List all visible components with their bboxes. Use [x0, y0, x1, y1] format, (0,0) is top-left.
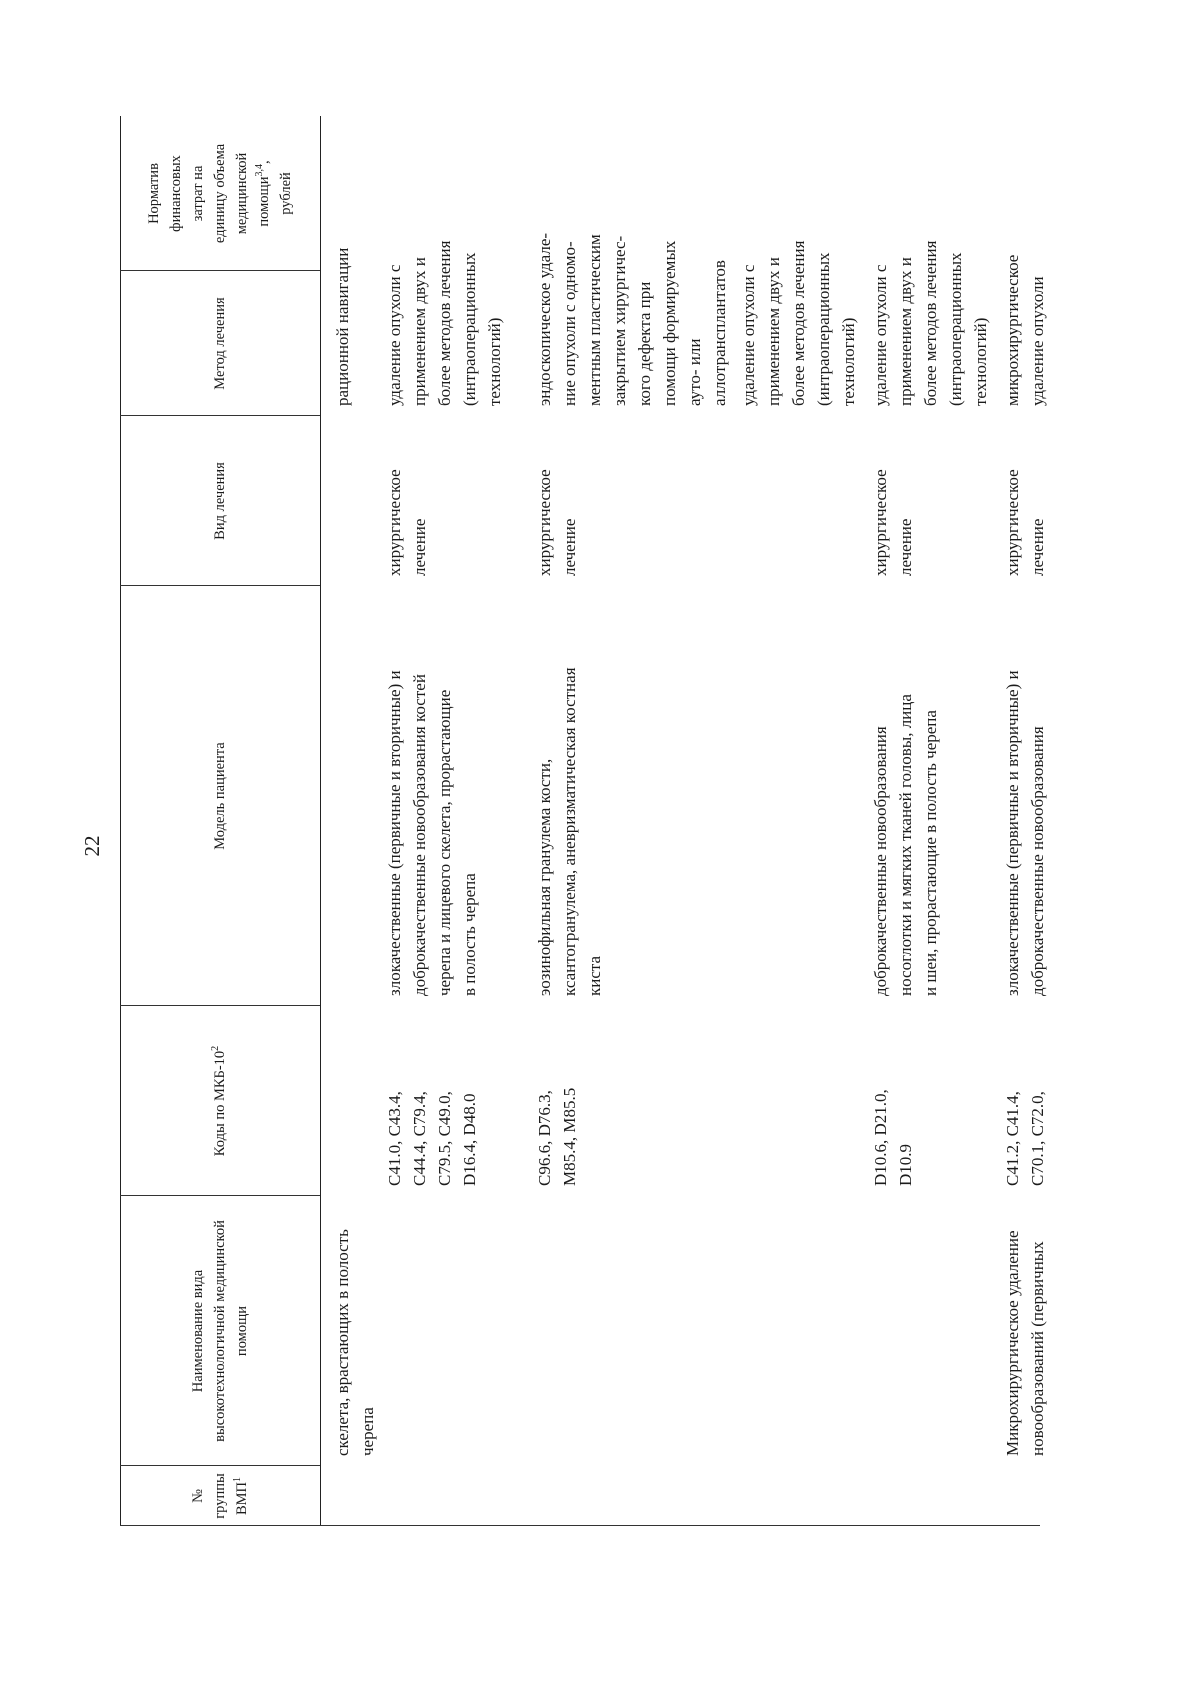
row2-method-2: удаление опухоли с применением двух и более методов лечения (интраоперационных технологий)	[739, 240, 858, 406]
header-treatment-type: Вид лечения	[212, 462, 228, 540]
row2-model: эозинофильная гранулема кости, ксантогранулема, аневризматическая костная киста	[535, 667, 604, 996]
row1-type: хирургическое лечение	[385, 469, 429, 576]
header-cost-norm: Норматив финансовых затрат на единицу объема медицинской помощи$^{3,4}$, рублей	[146, 143, 294, 244]
header-mkb-codes: Коды по МКБ-$10^2$	[210, 1045, 228, 1157]
row3-model: доброкачественные новообразования носоглотки и мягких тканей головы, лица и шеи, прорастающие в полость черепа	[871, 694, 940, 996]
row1-method: удаление опухоли с применением двух и более методов лечения (интраоперационных технологий)	[385, 240, 504, 406]
header-patient-model: Модель пациента	[212, 742, 228, 850]
row3-method: удаление опухоли с применением двух и более методов лечения (интраоперационных технологий)	[871, 240, 990, 406]
header-group-no: № группы ВМП$^1$	[190, 1473, 250, 1519]
continued-vmp-name: скелета, врастающих в полость черепа	[333, 1229, 377, 1456]
header-treatment-method: Метод лечения	[212, 297, 228, 390]
row1-codes: C41.0, C43.4, C44.4, C79.4, C79.5, C49.0, D16.4, D48.0	[385, 1091, 479, 1186]
row2-type: хирургическое лечение	[535, 469, 579, 576]
row2-codes: C96.6, D76.3, M85.4, M85.5	[535, 1087, 579, 1186]
row4-model: злокачественные (первичные и вторичные) и доброкачественные новообразования	[1003, 670, 1047, 996]
row3-type: хирургическое лечение	[871, 469, 915, 576]
row3-codes: D10.6, D21.0, D10.9	[871, 1089, 915, 1186]
row4-method: микрохирургическое удаление опухоли	[1003, 254, 1047, 406]
header-vmp-name: Наименование вида высокотехнологичной медицинской помощи	[190, 1220, 250, 1442]
row1-model: злокачественные (первичные и вторичные) и доброкачественные новообразования костей черепа и лицевого скелета, прорастающие в полость черепа	[385, 670, 479, 996]
row4-type: хирургическое лечение	[1003, 469, 1047, 576]
continued-method: рационной навигации	[333, 247, 352, 406]
row4-codes: C41.2, C41.4, C70.1, C72.0,	[1003, 1091, 1047, 1186]
row4-vmp-name: Микрохирургическое удаление новообразований (первичных	[1003, 1230, 1047, 1456]
table-header-rule	[320, 116, 321, 1526]
row2-method-1: эндоскопическое удале- ние опухоли с одномо- ментным пластическим закрытием хирургичес- кого дефекта при помощи формируемых ауто- или аллотрансплантатов	[535, 232, 729, 406]
page-number: 22	[80, 835, 104, 857]
rotated-table-page	[80, 86, 1047, 1646]
